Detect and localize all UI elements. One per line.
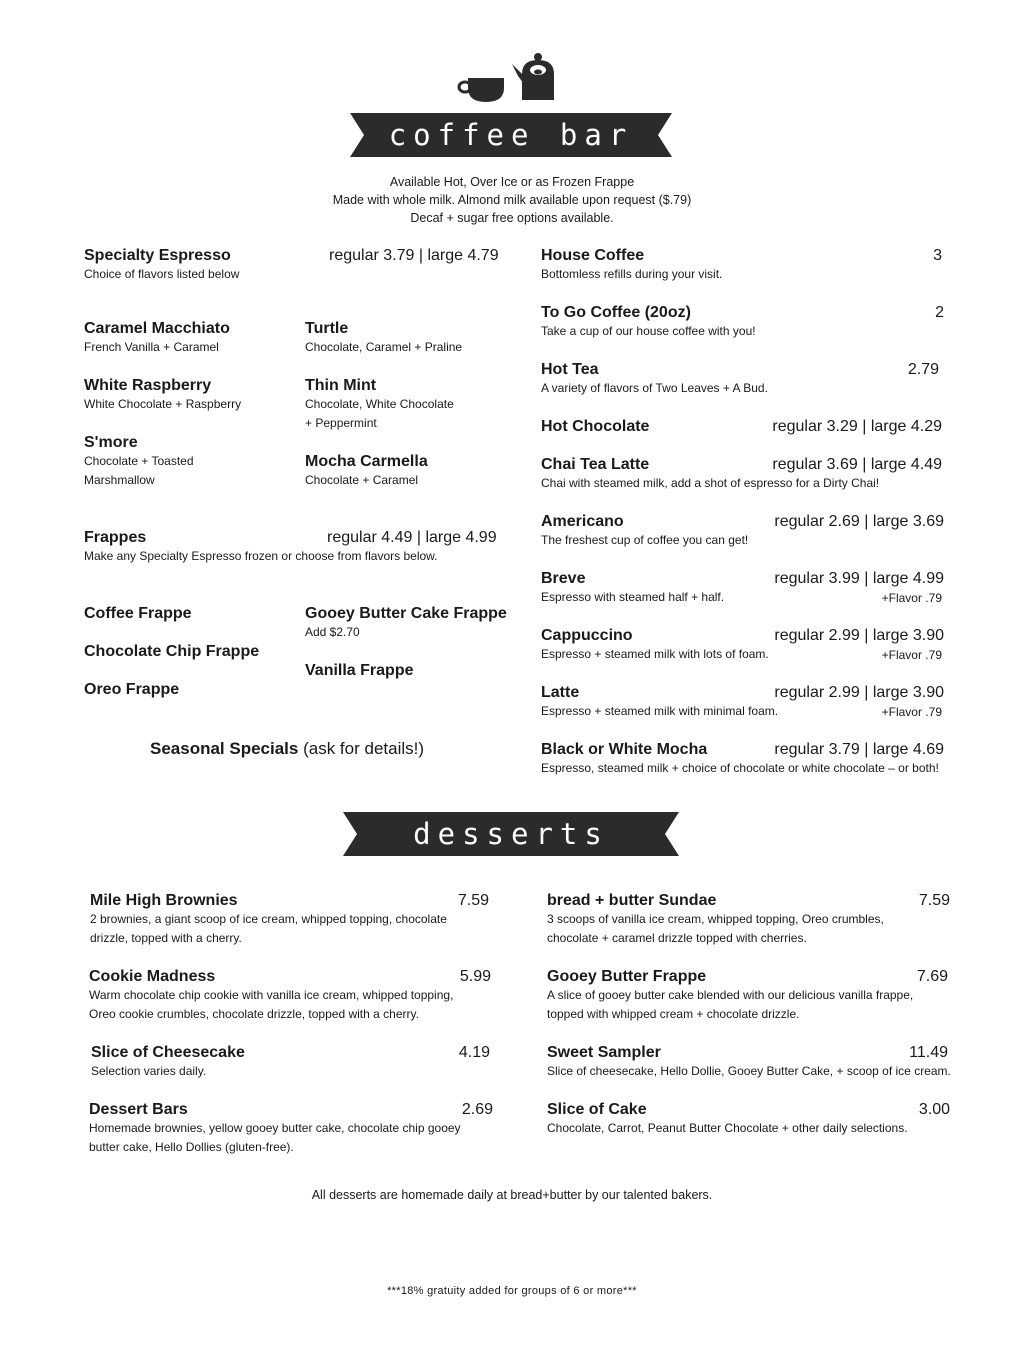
drink-item xyxy=(541,360,768,398)
dessert-item xyxy=(547,1043,951,1081)
item-price: 7.59 xyxy=(457,892,489,909)
item-desc: Homemade brownies, yellow gooey butter cake, chocolate chip gooey xyxy=(89,1121,461,1135)
item-name: To Go Coffee (20oz) xyxy=(541,304,691,321)
item-name: Gooey Butter Frappe xyxy=(547,968,707,985)
item-name: Slice of Cake xyxy=(547,1101,647,1118)
item-name: House Coffee xyxy=(541,247,645,264)
item-price: 2.79 xyxy=(907,361,939,378)
item-desc: Chocolate, Carrot, Peanut Butter Chocolate + other daily selections. xyxy=(547,1121,908,1135)
item-name: Dessert Bars xyxy=(89,1101,188,1118)
item-price: 5.99 xyxy=(459,968,491,985)
item-name: Latte xyxy=(541,684,580,701)
item-name: Sweet Sampler xyxy=(547,1044,661,1061)
item-price: 2 xyxy=(935,304,944,321)
seasonal-title: Seasonal Specials xyxy=(150,739,299,758)
dessert-item xyxy=(547,891,884,948)
item-desc: Espresso + steamed milk with lots of foam. xyxy=(541,647,769,661)
coffee-intro xyxy=(0,173,1024,227)
flavor-item xyxy=(305,319,462,357)
drink-item xyxy=(541,303,756,341)
item-desc: Espresso + steamed milk with minimal foam. xyxy=(541,704,779,718)
item-name: Mile High Brownies xyxy=(90,892,238,909)
dessert-item xyxy=(547,967,913,1024)
item-desc: 3 scoops of vanilla ice cream, whipped topping, Oreo crumbles, xyxy=(547,912,884,926)
item-name: Oreo Frappe xyxy=(84,681,180,698)
item-price: regular 4.49 | large 4.99 xyxy=(327,529,497,546)
flavor-item xyxy=(84,376,241,414)
item-name: bread + butter Sundae xyxy=(547,892,717,909)
item-name: Breve xyxy=(541,570,586,587)
item-desc: Marshmallow xyxy=(84,473,155,487)
item-price: 3.00 xyxy=(918,1101,950,1118)
item-name: Vanilla Frappe xyxy=(305,662,414,679)
seasonal-specials xyxy=(150,739,424,759)
flavor-item xyxy=(84,319,230,357)
drink-item xyxy=(541,417,649,436)
item-desc: Oreo cookie crumbles, chocolate drizzle, topped with a cherry. xyxy=(89,1007,419,1021)
coffee-bar-heading: coffee bar xyxy=(388,118,634,152)
item-desc: The freshest cup of coffee you can get! xyxy=(541,533,749,547)
item-name: Slice of Cheesecake xyxy=(91,1044,245,1061)
item-name: Cookie Madness xyxy=(89,968,216,985)
dessert-item xyxy=(89,1100,461,1157)
flavor-item xyxy=(305,376,454,433)
flavor-item xyxy=(305,452,428,490)
specialty-espresso-item xyxy=(84,246,239,284)
drink-item xyxy=(541,683,778,721)
item-desc: A slice of gooey butter cake blended with our delicious vanilla frappe, xyxy=(547,988,914,1002)
item-desc: topped with whipped cream + chocolate drizzle. xyxy=(547,1007,800,1021)
frappe-flavor-item xyxy=(84,680,179,699)
item-name: Cappuccino xyxy=(541,627,633,644)
item-name: S'more xyxy=(84,434,138,451)
item-desc: Add $2.70 xyxy=(305,625,360,639)
flavor-upcharge: +Flavor .79 xyxy=(881,705,942,719)
item-desc: + Peppermint xyxy=(305,416,377,430)
item-name: Chai Tea Latte xyxy=(541,456,650,473)
item-name: Hot Tea xyxy=(541,361,599,378)
item-desc: Choice of flavors listed below xyxy=(84,267,240,281)
flavor-item xyxy=(84,433,194,490)
seasonal-note: (ask for details!) xyxy=(298,739,425,758)
item-desc: 2 brownies, a giant scoop of ice cream, whipped topping, chocolate xyxy=(90,912,447,926)
item-desc: Selection varies daily. xyxy=(91,1064,207,1078)
item-price: regular 3.29 | large 4.29 xyxy=(772,418,942,435)
item-desc: Bottomless refills during your visit. xyxy=(541,267,723,281)
drink-item xyxy=(541,626,769,664)
frappe-flavor-item xyxy=(84,604,192,623)
intro-line: Available Hot, Over Ice or as Frozen Frappe xyxy=(389,175,635,189)
item-price: 3 xyxy=(933,247,942,264)
item-desc: Chocolate + Caramel xyxy=(305,473,419,487)
item-name: Turtle xyxy=(305,320,349,337)
item-desc: Warm chocolate chip cookie with vanilla ice cream, whipped topping, xyxy=(89,988,454,1002)
item-price: 2.69 xyxy=(461,1101,493,1118)
item-desc: Slice of cheesecake, Hello Dollie, Gooey Butter Cake, + scoop of ice cream. xyxy=(547,1064,951,1078)
dessert-item xyxy=(547,1100,908,1138)
item-price: regular 3.69 | large 4.49 xyxy=(772,456,942,473)
item-name: Chocolate Chip Frappe xyxy=(84,643,260,660)
gratuity-note: ***18% gratuity added for groups of 6 or more*** xyxy=(387,1285,637,1297)
item-desc: A variety of flavors of Two Leaves + A Bud. xyxy=(541,381,768,395)
item-price: 7.59 xyxy=(918,892,950,909)
desserts-footer-note: All desserts are homemade daily at bread+butter by our talented bakers. xyxy=(311,1188,713,1202)
item-desc: Espresso with steamed half + half. xyxy=(541,590,725,604)
item-desc: Chocolate + Toasted xyxy=(84,454,194,468)
teapot-icon xyxy=(508,50,564,104)
frappe-flavor-item xyxy=(84,642,259,661)
item-name: Coffee Frappe xyxy=(84,605,192,622)
item-price: 4.19 xyxy=(458,1044,490,1061)
item-name: Mocha Carmella xyxy=(305,453,428,470)
intro-line: Decaf + sugar free options available. xyxy=(410,211,614,225)
item-desc: Chai with steamed milk, add a shot of espresso for a Dirty Chai! xyxy=(541,476,880,490)
item-name: Frappes xyxy=(84,529,147,546)
item-desc: chocolate + caramel drizzle topped with cherries. xyxy=(547,931,807,945)
item-price: regular 2.99 | large 3.90 xyxy=(774,684,944,701)
teacup-icon xyxy=(456,72,506,104)
item-desc: White Chocolate + Raspberry xyxy=(84,397,242,411)
item-name: Americano xyxy=(541,513,624,530)
item-desc: drizzle, topped with a cherry. xyxy=(90,931,242,945)
drink-item xyxy=(541,569,724,607)
frappe-flavor-item xyxy=(305,604,507,642)
item-desc: Chocolate, Caramel + Praline xyxy=(305,340,463,354)
item-desc: Make any Specialty Espresso frozen or choose from flavors below. xyxy=(84,549,438,563)
item-name: White Raspberry xyxy=(84,377,212,394)
item-desc: butter cake, Hello Dollies (gluten-free). xyxy=(89,1140,294,1154)
item-desc: Chocolate, White Chocolate xyxy=(305,397,454,411)
coffee-bar-banner xyxy=(350,113,672,157)
item-name: Black or White Mocha xyxy=(541,741,708,758)
intro-line: Made with whole milk. Almond milk available upon request ($.79) xyxy=(332,193,692,207)
item-name: Caramel Macchiato xyxy=(84,320,230,337)
item-price: 7.69 xyxy=(916,968,948,985)
dessert-item xyxy=(89,967,453,1024)
item-name: Hot Chocolate xyxy=(541,418,650,435)
item-name: Specialty Espresso xyxy=(84,247,231,264)
desserts-banner xyxy=(343,812,679,856)
item-desc: Take a cup of our house coffee with you! xyxy=(541,324,756,338)
drink-item xyxy=(541,512,748,550)
drink-item xyxy=(541,246,722,284)
item-name: Thin Mint xyxy=(305,377,377,394)
dessert-item xyxy=(90,891,447,948)
item-price: regular 3.79 | large 4.69 xyxy=(774,741,944,758)
item-price: regular 3.99 | large 4.99 xyxy=(774,570,944,587)
item-price: regular 2.99 | large 3.90 xyxy=(774,627,944,644)
item-price: regular 3.79 | large 4.79 xyxy=(329,247,499,264)
dessert-item xyxy=(91,1043,245,1081)
item-price: 11.49 xyxy=(909,1044,948,1061)
flavor-upcharge: +Flavor .79 xyxy=(881,648,942,662)
item-price: regular 2.69 | large 3.69 xyxy=(774,513,944,530)
flavor-upcharge: +Flavor .79 xyxy=(881,591,942,605)
item-desc: French Vanilla + Caramel xyxy=(84,340,219,354)
item-desc: Espresso, steamed milk + choice of chocolate or white chocolate – or both! xyxy=(541,761,939,775)
item-name: Gooey Butter Cake Frappe xyxy=(305,605,507,622)
frappe-flavor-item xyxy=(305,661,413,680)
desserts-heading: desserts xyxy=(413,817,609,851)
